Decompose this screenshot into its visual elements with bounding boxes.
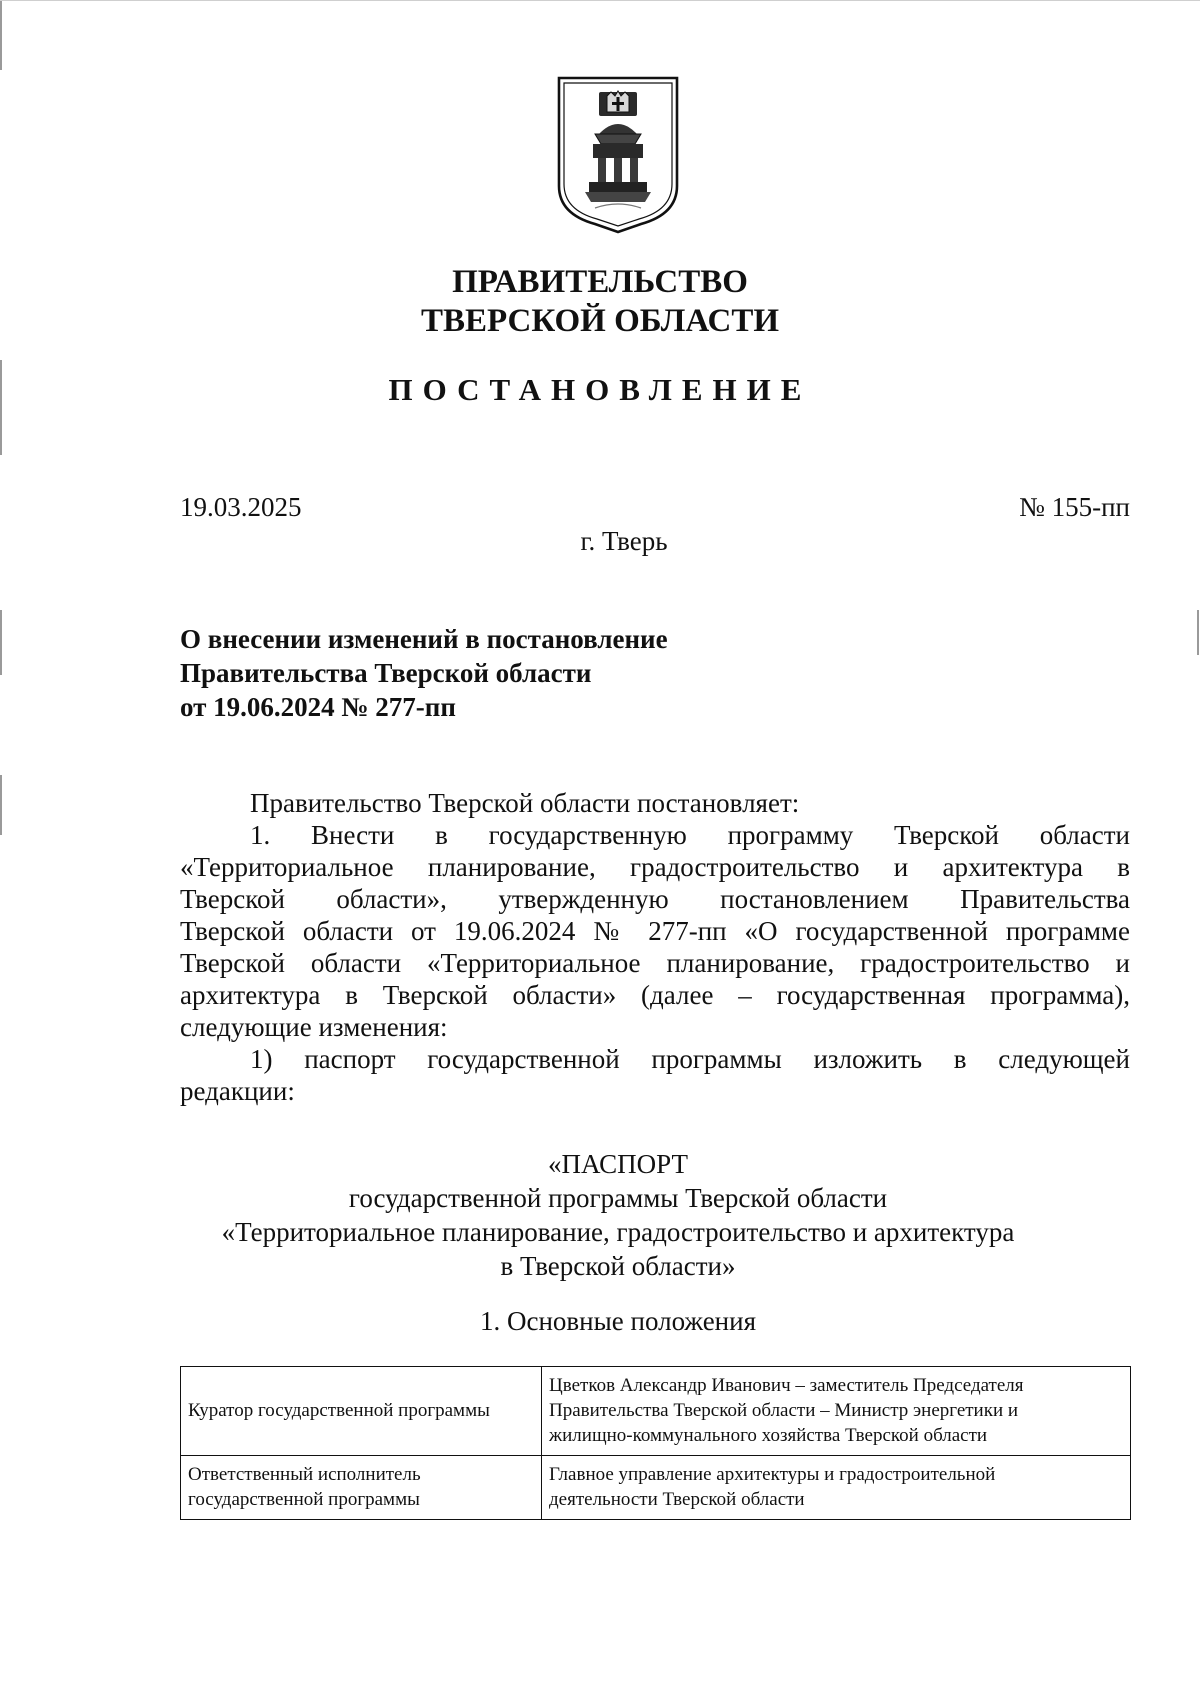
passport-table bbox=[180, 1366, 1131, 1520]
preamble-text: Правительство Тверской области постановляет: bbox=[250, 788, 800, 818]
passport-line-1: «ПАСПОРТ bbox=[548, 1149, 688, 1179]
p2-line-1: 1) паспорт государственной программы изложить в следующей bbox=[250, 1044, 1130, 1074]
table-cell-value bbox=[542, 1367, 1131, 1456]
body-paragraph-1 bbox=[180, 819, 1130, 1043]
government-title bbox=[0, 263, 1200, 341]
cell-text: Главное управление архитектуры и градостроительной bbox=[549, 1464, 996, 1485]
p1-line-4: Тверской области от 19.06.2024 № 277-пп «О государственной программе bbox=[180, 916, 1130, 946]
p1-line-7: следующие изменения: bbox=[180, 1012, 448, 1042]
cell-text: Куратор государственной программы bbox=[188, 1400, 490, 1421]
section-title: 1. Основные положения bbox=[480, 1306, 756, 1336]
table-row bbox=[181, 1367, 1131, 1456]
passport-title bbox=[18, 1147, 1200, 1283]
subject-line-2: Правительства Тверской области bbox=[180, 658, 592, 688]
p1-line-5: Тверской области «Территориальное планирование, градостроительство и bbox=[180, 948, 1130, 978]
body-paragraph-2 bbox=[180, 1043, 1130, 1107]
scan-edge-line bbox=[0, 0, 2, 70]
table-cell-label bbox=[181, 1367, 542, 1456]
cell-text: Ответственный исполнитель bbox=[188, 1464, 421, 1485]
scan-edge-line bbox=[0, 775, 2, 835]
p1-line-2: «Территориальное планирование, градостроительство и архитектура в bbox=[180, 852, 1130, 882]
scan-top-line bbox=[0, 0, 1200, 1]
document-subject bbox=[180, 622, 668, 724]
cell-text: Правительства Тверской области – Министр энергетики и bbox=[549, 1400, 1019, 1421]
p1-line-6: архитектура в Тверской области» (далее – государственная программа), bbox=[180, 980, 1130, 1010]
cell-text: государственной программы bbox=[188, 1489, 420, 1510]
p2-line-2: редакции: bbox=[180, 1076, 295, 1106]
government-line-2: ТВЕРСКОЙ ОБЛАСТИ bbox=[420, 303, 780, 339]
subject-line-3: от 19.06.2024 № 277-пп bbox=[180, 692, 456, 722]
document-city: г. Тверь bbox=[580, 526, 668, 556]
scan-edge-line bbox=[1197, 610, 1199, 655]
document-number: № 155-пп bbox=[1019, 492, 1130, 522]
p1-line-1: 1. Внести в государственную программу Тверской области bbox=[250, 820, 1130, 850]
passport-line-4: в Тверской области» bbox=[500, 1251, 736, 1281]
table-row bbox=[181, 1456, 1131, 1520]
document-date: 19.03.2025 bbox=[180, 492, 302, 522]
table-cell-label bbox=[181, 1456, 542, 1520]
government-line-1: ПРАВИТЕЛЬСТВО bbox=[452, 264, 748, 300]
p1-line-3: Тверской области», утвержденную постановлением Правительства bbox=[180, 884, 1130, 914]
body-preamble bbox=[180, 787, 1130, 819]
scan-edge-line bbox=[0, 610, 2, 675]
table-cell-value bbox=[542, 1456, 1131, 1520]
cell-text: Цветков Александр Иванович – заместитель Председателя bbox=[549, 1375, 1024, 1396]
passport-line-3: «Территориальное планирование, градостроительство и архитектура bbox=[221, 1217, 1015, 1247]
document-type: ПОСТАНОВЛЕНИЕ bbox=[388, 372, 812, 407]
subject-line-1: О внесении изменений в постановление bbox=[180, 624, 668, 654]
passport-line-2: государственной программы Тверской области bbox=[348, 1183, 888, 1213]
tver-coat-of-arms-icon bbox=[555, 74, 681, 236]
cell-text: деятельности Тверской области bbox=[549, 1489, 805, 1510]
cell-text: жилищно-коммунального хозяйства Тверской области bbox=[549, 1425, 988, 1446]
